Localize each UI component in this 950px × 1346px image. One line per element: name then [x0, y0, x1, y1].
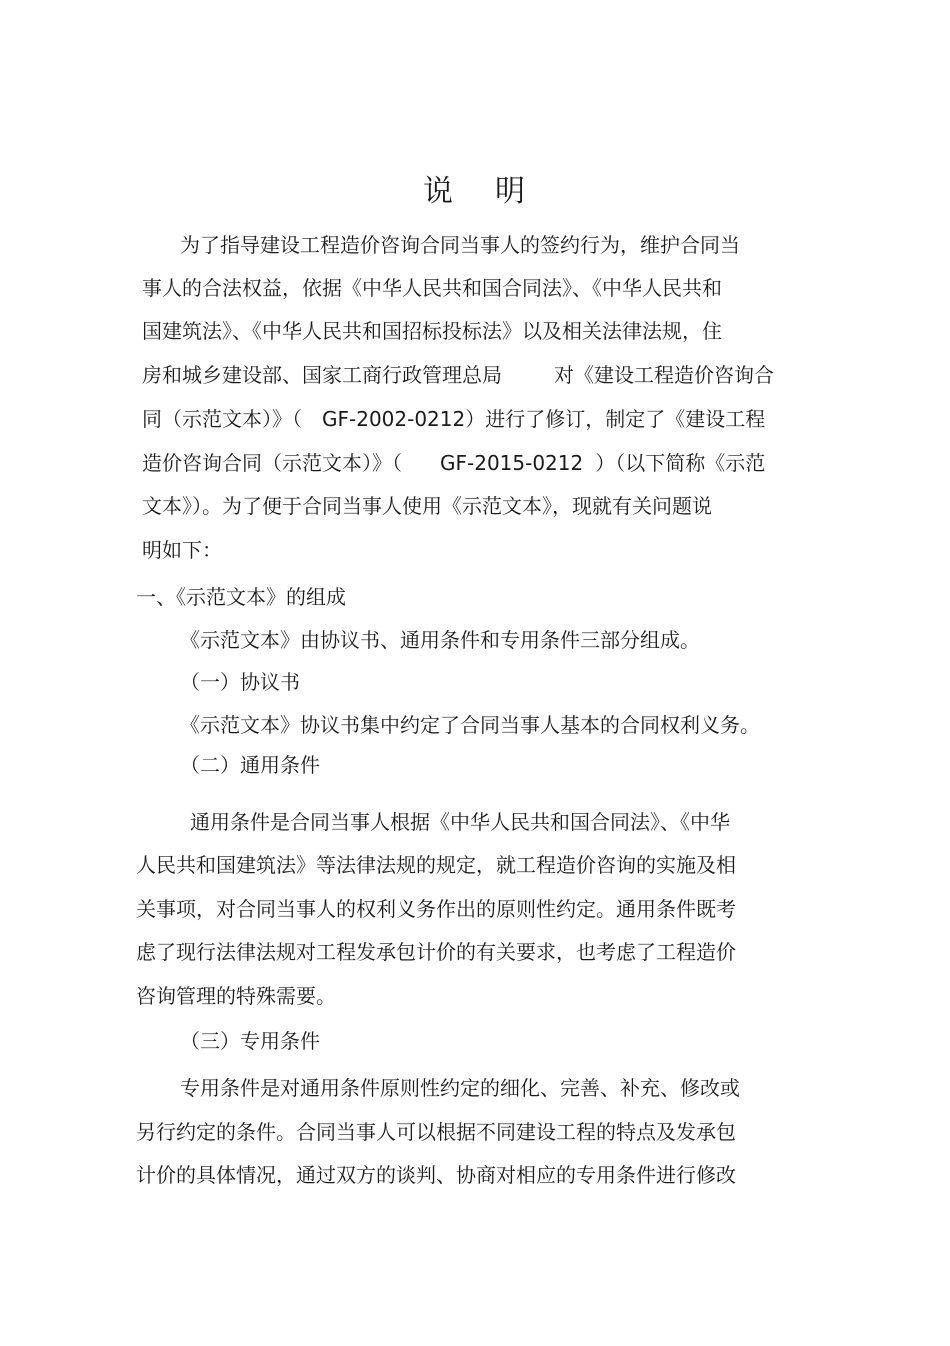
special-text-line-2: 另行约定的条件。合同当事人可以根据不同建设工程的特点及发承包 [136, 1120, 736, 1144]
subsection-title-agreement: （一）协议书 [180, 670, 300, 694]
special-text-line-3: 计价的具体情况，通过双方的谈判、协商对相应的专用条件进行修改 [136, 1163, 736, 1187]
intro-line-4-part-a: 房和城乡建设部、国家工商行政管理总局 [142, 363, 502, 387]
title-char-1: 说 [423, 174, 455, 209]
intro-line-5-part-a: 同（示范文本）》（ [142, 407, 302, 431]
intro-line-4 [142, 360, 774, 390]
intro-line-6-part-a: 造价咨询合同（示范文本）》（ [142, 451, 402, 475]
title-char-2: 明 [495, 174, 527, 209]
subsection-title-general: （二）通用条件 [180, 753, 320, 777]
intro-line-6-code: GF-2015-0212 [440, 451, 584, 475]
subsection-text-agreement: 《示范文本》协议书集中约定了合同当事人基本的合同权利义务。 [180, 713, 760, 737]
intro-line-5-part-b: GF-2002-0212）进行了修订，制定了《建设工程 [322, 407, 766, 431]
general-text-line-4: 虑了现行法律法规对工程发承包计价的有关要求，也考虑了工程造价 [136, 940, 736, 964]
intro-line-5 [142, 404, 765, 434]
general-text-line-2: 人民共和国建筑法》等法律法规的规定，就工程造价咨询的实施及相 [136, 853, 736, 877]
intro-line-8: 明如下： [142, 538, 222, 562]
intro-line-6-part-b: ）（以下简称《示范 [595, 451, 766, 475]
general-text-line-1: 通用条件是合同当事人根据《中华人民共和国合同法》、《中华 [190, 810, 730, 834]
section-heading: 一、《示范文本》的组成 [136, 585, 346, 609]
intro-line-4-part-b: 对《建设工程造价咨询合 [554, 363, 774, 387]
page-title [0, 172, 950, 212]
intro-line-3: 国建筑法》、《中华人民共和国招标投标法》以及相关法律法规，住 [142, 319, 722, 343]
intro-line-7: 文本》）。为了便于合同当事人使用《示范文本》，现就有关问题说 [142, 494, 712, 518]
special-text-line-1: 专用条件是对通用条件原则性约定的细化、完善、补充、修改或 [180, 1076, 740, 1100]
intro-line-1: 为了指导建设工程造价咨询合同当事人的签约行为，维护合同当 [180, 233, 740, 257]
section-summary: 《示范文本》由协议书、通用条件和专用条件三部分组成。 [180, 628, 700, 652]
intro-line-6 [142, 448, 765, 478]
subsection-title-special: （三）专用条件 [180, 1029, 320, 1053]
intro-line-2: 事人的合法权益，依据《中华人民共和国合同法》、《中华人民共和 [142, 276, 722, 300]
general-text-line-3: 关事项，对合同当事人的权利义务作出的原则性约定。通用条件既考 [136, 897, 736, 921]
general-text-line-5: 咨询管理的特殊需要。 [136, 984, 336, 1008]
